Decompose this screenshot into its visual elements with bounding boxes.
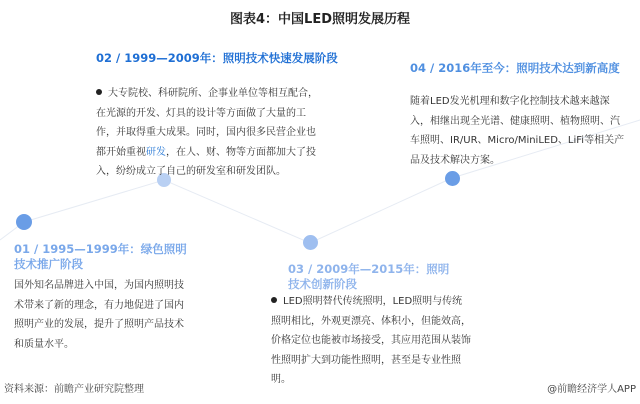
stage-02-text: 大专院校、科研院所、企事业单位等相互配合，在光源的开发、灯具的设计等方面做了大量的工作，并取得重大成果。同时，国内很多民营企业也都开始重视研发，在人、财、物等方面都加大了投入，纷纷成立了自己的研发室和研发团队。 [96,88,318,177]
source-note: 资料来源：前瞻产业研究院整理 [4,384,144,395]
stage-04-heading: 04 / 2016年至今：照明技术达到新高度 [410,61,620,75]
stage-03-text: LED照明替代传统照明，LED照明与传统照明相比，外观更漂亮、体积小，但能效高，价格定位也能被市场接受，其应用范围从装饰性照明扩大到功能性照明，甚至是专业性照明。 [271,296,471,385]
brand-credit: @前瞻经济学人APP [547,384,636,395]
bullet-icon [96,89,102,95]
rd-link[interactable]: 研发 [146,146,166,158]
stage-01-heading: 01 / 1995—1999年：绿色照明技术推广阶段 [14,242,187,271]
stage-04-text: 随着LED发光机理和数字化控制技术越来越深入，相继出现全光谱、健康照明、植物照明、汽车照明、IR/UR、Micro/MiniLED、LiFi等相关产品及技术解决方案。 [410,96,625,166]
chart-title: 图表4：中国LED照明发展历程 [229,12,410,27]
timeline-dot-04 [445,171,460,186]
bullet-icon [271,297,277,303]
stage-03-heading: 03 / 2009年—2015年：照明技术创新阶段 [288,262,450,291]
stage-02-heading: 02 / 1999—2009年：照明技术快速发展阶段 [96,51,338,65]
timeline-dot-01 [16,214,32,230]
stage-01-text: 国外知名品牌进入中国，为国内照明技术带来了新的理念，有力地促进了国内照明产业的发展，提升了照明产品技术和质量水平。 [14,280,184,350]
timeline-dot-03 [303,235,318,250]
